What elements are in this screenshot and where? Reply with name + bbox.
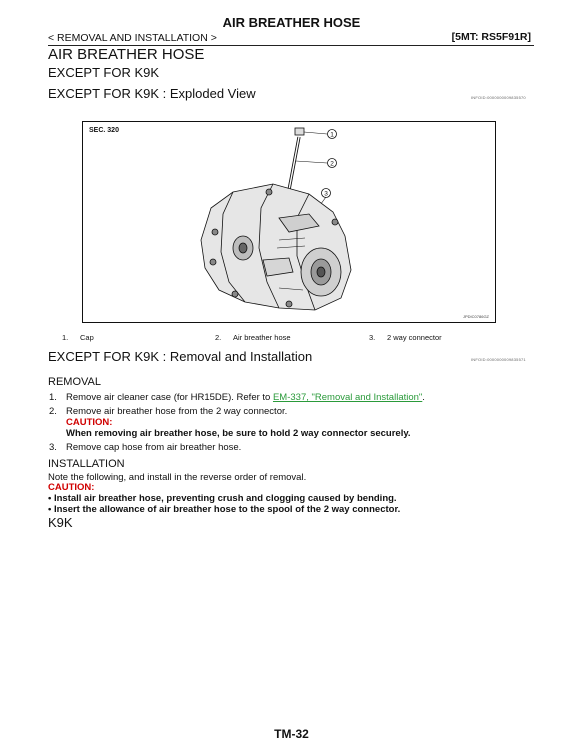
model-code: [5MT: RS5F91R] xyxy=(451,31,531,43)
installation-title: INSTALLATION xyxy=(48,458,125,470)
installation-caution-bullet-1: • Install air breather hose, preventing crush and clogging caused by bending. xyxy=(48,493,397,504)
legend-item-2-number: 2. xyxy=(215,333,222,342)
exploded-view-info-id: INFOID:0000000009835570 xyxy=(471,95,526,100)
breadcrumb: < REMOVAL AND INSTALLATION > xyxy=(48,32,217,44)
installation-caution-label: CAUTION: xyxy=(48,482,95,493)
page-title: AIR BREATHER HOSE xyxy=(222,15,361,30)
variant-heading: EXCEPT FOR K9K xyxy=(48,65,160,80)
hose-part xyxy=(289,137,337,190)
section-heading: AIR BREATHER HOSE xyxy=(48,46,205,63)
installation-note: Note the following, and install in the reverse order of removal. xyxy=(48,472,307,483)
callout-2: 2 xyxy=(330,160,334,168)
legend-item-1-label: Cap xyxy=(80,333,94,342)
figure-section-label: SEC. 320 xyxy=(89,127,119,134)
exploded-view-heading: EXCEPT FOR K9K : Exploded View xyxy=(48,86,256,101)
step-3-text: Remove cap hose from air breather hose. xyxy=(66,442,242,453)
legend-item-3-number: 3. xyxy=(369,333,376,342)
k9k-heading: K9K xyxy=(48,515,73,530)
removal-installation-heading: EXCEPT FOR K9K : Removal and Installation xyxy=(48,349,313,364)
removal-installation-info-id: INFOID:0000000009835571 xyxy=(471,357,526,362)
step-1-end: . xyxy=(422,392,425,403)
removal-caution-text: When removing air breather hose, be sure to hold 2 way connector securely. xyxy=(66,428,411,439)
step-2-number: 2. xyxy=(49,406,57,417)
step-2-text: Remove air breather hose from the 2 way connector. xyxy=(66,406,288,417)
page-number: TM-32 xyxy=(274,727,309,741)
figure-code: JPDIC0786GZ xyxy=(462,314,489,319)
em-337-link[interactable]: EM-337, "Removal and Installation" xyxy=(272,392,423,403)
step-1-number: 1. xyxy=(49,392,57,403)
transaxle-drawing xyxy=(83,122,494,321)
legend-item-3-label: 2 way connector xyxy=(387,333,442,342)
cap-part xyxy=(295,128,337,139)
step-1 xyxy=(66,392,425,403)
removal-title: REMOVAL xyxy=(48,376,101,388)
transaxle-body xyxy=(201,184,351,310)
legend-item-2-label: Air breather hose xyxy=(233,333,291,342)
installation-caution-bullet-2: • Insert the allowance of air breather hose to the spool of the 2 way connector. xyxy=(48,504,401,515)
removal-caution-label: CAUTION: xyxy=(66,417,113,428)
exploded-view-figure xyxy=(82,121,496,323)
callout-3: 3 xyxy=(324,190,328,198)
step-1-text: Remove air cleaner case (for HR15DE). Refer to xyxy=(66,392,273,403)
callout-1: 1 xyxy=(330,131,334,139)
legend-item-1-number: 1. xyxy=(62,333,69,342)
step-3-number: 3. xyxy=(49,442,57,453)
